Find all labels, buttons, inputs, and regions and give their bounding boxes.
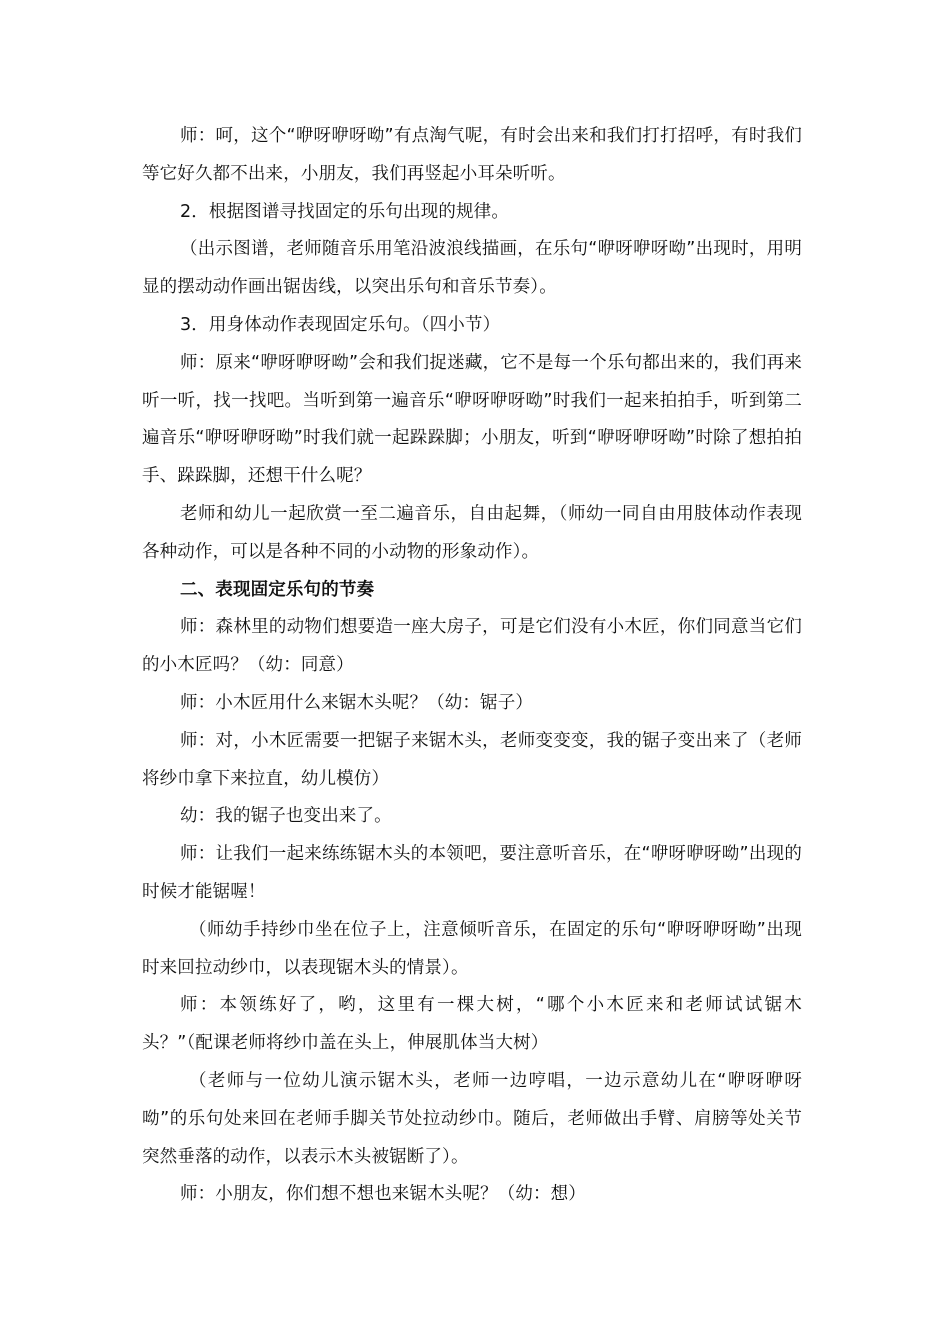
- section-heading: 二、表现固定乐句的节奏: [180, 579, 375, 600]
- document-page: [142, 118, 802, 1214]
- step-heading: 2．根据图谱寻找固定的乐句出现的规律。: [180, 201, 509, 222]
- paragraph: 师：让我们一起来练练锯木头的本领吧，要注意听音乐，在“咿呀咿呀呦”出现的时候才能锯喔！: [142, 844, 802, 902]
- paragraph: 幼：我的锯子也变出来了。: [180, 806, 392, 827]
- paragraph: 老师和幼儿一起欣赏一至二遍音乐，自由起舞，（师幼一同自由用肢体动作表现各种动作，可以是各种不同的小动物的形象动作）。: [142, 503, 802, 562]
- paragraph: 师：小木匠用什么来锯木头呢？（幼：锯子）: [180, 692, 533, 713]
- paragraph: （师幼手持纱巾坐在位子上，注意倾听音乐，在固定的乐句“咿呀咿呀呦”出现时来回拉动纱巾，以表现锯木头的情景）。: [142, 919, 802, 978]
- paragraph: 师：对，小木匠需要一把锯子来锯木头，老师变变变，我的锯子变出来了（老师将纱巾拿下来拉直，幼儿模仿）: [142, 730, 802, 789]
- paragraph: 师：本领练好了，哟，这里有一棵大树，“哪个小木匠来和老师试试锯木头？”（配课老师将纱巾盖在头上，伸展肌体当大树）: [142, 995, 802, 1054]
- paragraph: 师：原来“咿呀咿呀呦”会和我们捉迷藏，它不是每一个乐句都出来的，我们再来听一听，找一找吧。当听到第一遍音乐“咿呀咿呀呦”时我们一起来拍拍手，听到第二遍音乐“咿呀咿呀呦”时我们就一起跺跺脚；小朋友，听到“咿呀咿呀呦”时除了想拍拍手、跺跺脚，还想干什么呢？: [142, 352, 802, 487]
- paragraph: 师：森林里的动物们想要造一座大房子，可是它们没有小木匠，你们同意当它们的小木匠吗？（幼：同意）: [142, 617, 802, 676]
- paragraph: 师：小朋友，你们想不想也来锯木头呢？（幼：想）: [180, 1184, 586, 1205]
- paragraph: 师：呵，这个“咿呀咿呀呦”有点淘气呢，有时会出来和我们打打招呼，有时我们等它好久都不出来，小朋友，我们再竖起小耳朵听听。: [142, 126, 802, 184]
- paragraph: （老师与一位幼儿演示锯木头，老师一边哼唱，一边示意幼儿在“咿呀咿呀呦”的乐句处来回在老师手脚关节处拉动纱巾。随后，老师做出手臂、肩膀等处关节突然垂落的动作，以表示木头被锯断了）。: [142, 1070, 802, 1167]
- paragraph: （出示图谱，老师随音乐用笔沿波浪线描画，在乐句“咿呀咿呀呦”出现时，用明显的摆动动作画出锯齿线，以突出乐句和音乐节奏）。: [142, 239, 802, 298]
- step-heading: 3．用身体动作表现固定乐句。（四小节）: [180, 314, 501, 335]
